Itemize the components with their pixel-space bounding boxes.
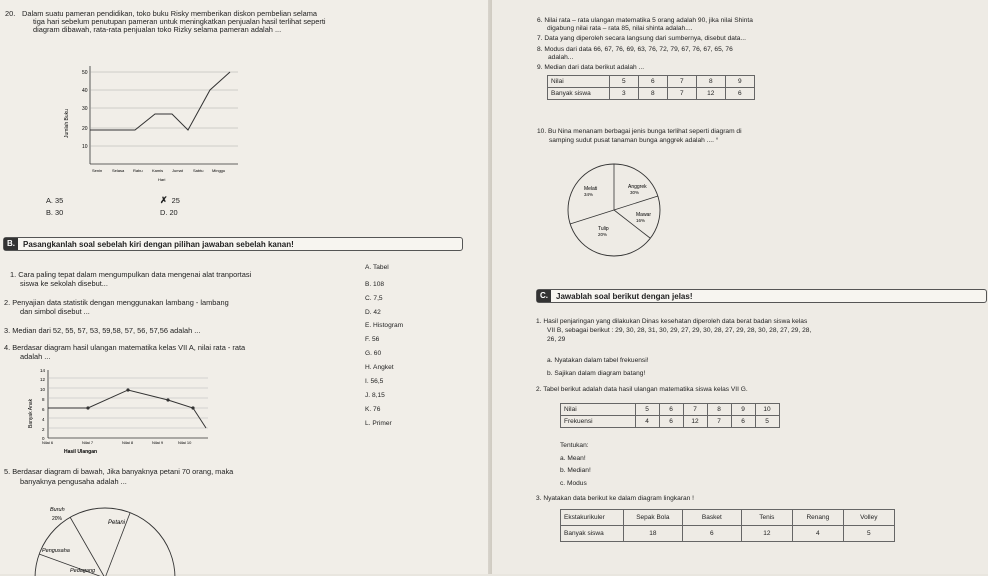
table-row: Banyak siswa 3 8 7 12 6 [548, 88, 755, 100]
svg-text:Nilai 8: Nilai 8 [122, 440, 134, 445]
q10-pie-chart [554, 160, 674, 260]
pie5-label: 20% [52, 516, 63, 522]
table-row: Banyak siswa 18 6 12 4 5 [561, 526, 895, 542]
q20-number: 20. [5, 9, 16, 18]
c2-part-c: c. Modus [560, 480, 587, 487]
q5-pie-chart [30, 496, 190, 576]
answer-choice: L. Primer [365, 420, 392, 427]
b-question-2-line2: dan simbol disebut ... [20, 307, 90, 316]
b-question-1-line2: siswa ke sekolah disebut... [20, 279, 108, 288]
q4-line-chart [28, 368, 218, 456]
q20-day: Rabu [133, 168, 143, 173]
q20-day: Senin [92, 168, 103, 173]
q20-ytick: 50 [82, 70, 88, 76]
section-b-header [3, 237, 463, 251]
section-c-badge: C. [537, 290, 551, 302]
svg-text:Nilai 7: Nilai 7 [82, 440, 94, 445]
q20-day: Kamis [152, 168, 164, 173]
answer-choice: H. Angket [365, 364, 394, 371]
svg-text:16%: 16% [636, 218, 646, 223]
answer-choice: I. 56,5 [365, 378, 384, 385]
q20-day: Sabtu [193, 168, 204, 173]
svg-text:Anggrek: Anggrek [628, 184, 647, 190]
q20-ytick: 40 [82, 88, 88, 94]
q20-day: Jumat [172, 168, 183, 173]
c2: 2. Tabel berikut adalah data hasil ulangan matematika siswa kelas VII G. [536, 386, 748, 393]
section-b-title: Pasangkanlah soal sebelah kiri dengan pilihan jawaban sebelah kanan! [23, 239, 294, 249]
c3-table [560, 509, 895, 542]
pie5-label: Pedagang [70, 568, 96, 574]
q6-line2: digabung nilai rata – rata 85, nilai shinta adalah.... [547, 25, 693, 32]
b-question-4-line2: adalah ... [20, 352, 51, 361]
svg-text:10: 10 [40, 387, 46, 392]
svg-text:Mawar: Mawar [636, 212, 652, 218]
answer-choice: C. 7,5 [365, 295, 383, 302]
svg-text:Melati: Melati [584, 186, 598, 192]
svg-text:12: 12 [40, 377, 46, 382]
q20-option-d: D. 20 [160, 208, 178, 217]
right-page [492, 0, 988, 574]
c2-part-b: b. Median! [560, 467, 591, 474]
svg-text:20%: 20% [598, 232, 608, 237]
q20-line-chart [60, 58, 260, 188]
svg-text:8: 8 [42, 397, 45, 402]
b-question-1-line1: 1. Cara paling tepat dalam mengumpulkan data mengenai alat tranportasi [10, 270, 252, 279]
pie5-label: Petani [108, 520, 126, 526]
q6-line1: 6. Nilai rata – rata ulangan matematika 5 orang adalah 90, jika nilai Shinta [537, 17, 753, 24]
pie5-label: Pengusaha [42, 548, 70, 554]
q9: 9. Median dari data berikut adalah ... [537, 64, 645, 71]
b-question-4-line1: 4. Berdasar diagram hasil ulangan matematika kelas VII A, nilai rata - rata [4, 343, 246, 352]
q20-option-a: A. 35 [46, 196, 64, 205]
b-question-3: 3. Median dari 52, 55, 57, 53, 59,58, 57, 56, 57,56 adalah ... [4, 326, 201, 335]
c2-table [560, 403, 780, 428]
c3: 3. Nyatakan data berikut ke dalam diagram lingkaran ! [536, 495, 694, 502]
q8-line1: 8. Modus dari data 66, 67, 76, 69, 63, 76, 72, 79, 67, 76, 67, 65, 76 [537, 46, 733, 53]
q20-ytick: 30 [82, 106, 88, 112]
pie5-label: Buruh [50, 507, 65, 513]
c2-tentukan: Tentukan: [560, 442, 589, 449]
q9-table [547, 75, 755, 100]
b-question-2-line1: 2. Penyajian data statistik dengan menggunakan lambang - lambang [4, 298, 229, 307]
c1-part-b: b. Sajikan dalam diagram batang! [547, 370, 646, 377]
svg-text:30%: 30% [630, 190, 640, 195]
svg-text:14: 14 [40, 368, 46, 373]
svg-text:Nilai 6: Nilai 6 [42, 440, 54, 445]
svg-text:Nilai 10: Nilai 10 [178, 440, 192, 445]
left-page [0, 0, 492, 574]
b-question-5-line1: 5. Berdasar diagram di bawah, Jika banyaknya petani 70 orang, maka [4, 467, 234, 476]
svg-text:Tulip: Tulip [598, 226, 609, 232]
c1-part-a: a. Nyatakan dalam tabel frekuensi! [547, 357, 649, 364]
q20-option-b: B. 30 [46, 208, 64, 217]
q10-line2: samping sudut pusat tanaman bunga anggrek adalah .... ° [549, 137, 719, 144]
b-question-5-line2: banyaknya pengusaha adalah ... [20, 477, 127, 486]
table-row: Nilai 5 6 7 8 9 10 [561, 404, 780, 416]
c2-part-a: a. Mean! [560, 455, 586, 462]
q4-ylabel: Banyak Anak [28, 398, 34, 428]
answer-choice: F. 56 [365, 336, 380, 343]
q20-option-c: ✗ 25 [160, 195, 180, 205]
svg-text:4: 4 [42, 417, 45, 422]
q4-xlabel: Hasil Ulangan [64, 449, 98, 455]
q20-xlabel: Hari [158, 177, 166, 182]
table-row: Ekstakurikuler Sepak Bola Basket Tenis Renang Volley [561, 510, 895, 526]
q20-day: Minggu [212, 168, 226, 173]
section-b-badge: B. [4, 238, 18, 250]
c1-line1: 1. Hasil penjaringan yang dilakukan Dinas kesehatan diperoleh data berat badan siswa kelas [536, 318, 808, 325]
answer-choice: G. 60 [365, 350, 382, 357]
answer-choice: J. 8,15 [365, 392, 385, 399]
section-c-header [536, 289, 987, 303]
answer-choice: E. Histogram [365, 322, 404, 329]
answer-choice: A. Tabel [365, 264, 389, 271]
q20-text-line1: Dalam suatu pameran pendidikan, toko buku Risky memberikan diskon pembelian selama [22, 9, 317, 18]
q10-line1: 10. Bu Nina menanam berbagai jenis bunga terlihat seperti diagram di [537, 128, 742, 135]
c1-line2: VII B, sebagai berikut : 29, 30, 28, 31, 30, 29, 27, 29, 30, 28, 27, 29, 28, 30, 28, 27, 29, 28, [547, 327, 812, 334]
svg-text:Nilai 9: Nilai 9 [152, 440, 164, 445]
q20-day: Selasa [112, 168, 125, 173]
q20-text-line3: diagram dibawah, rata-rata penjualan toko Rizky selama pameran adalah ... [33, 25, 282, 34]
section-c-title: Jawablah soal berikut dengan jelas! [556, 291, 693, 301]
answer-choice: K. 76 [365, 406, 381, 413]
q20-ytick: 20 [82, 126, 88, 132]
svg-text:0: 0 [42, 436, 45, 441]
svg-text:6: 6 [42, 407, 45, 412]
q20-text-line2: tiga hari sebelum penutupan pameran untuk meningkatkan penjualan hasil terlihat seperti [33, 17, 326, 26]
answer-choice: D. 42 [365, 309, 381, 316]
table-row: Nilai 5 6 7 8 9 [548, 76, 755, 88]
c1-line3: 26, 29 [547, 336, 566, 343]
q20-ylabel: Jumlah Buku [64, 109, 70, 138]
q7: 7. Data yang diperoleh secara langsung dari sumbernya, disebut data... [537, 35, 746, 42]
svg-text:2: 2 [42, 427, 45, 432]
q20-ytick: 10 [82, 144, 88, 150]
q8-line2: adalah... [548, 54, 574, 61]
table-row: Frekuensi 4 6 12 7 6 5 [561, 416, 780, 428]
checkmark-icon: ✗ [160, 195, 168, 205]
answer-choice: B. 108 [365, 281, 385, 288]
svg-text:34%: 34% [584, 192, 594, 197]
